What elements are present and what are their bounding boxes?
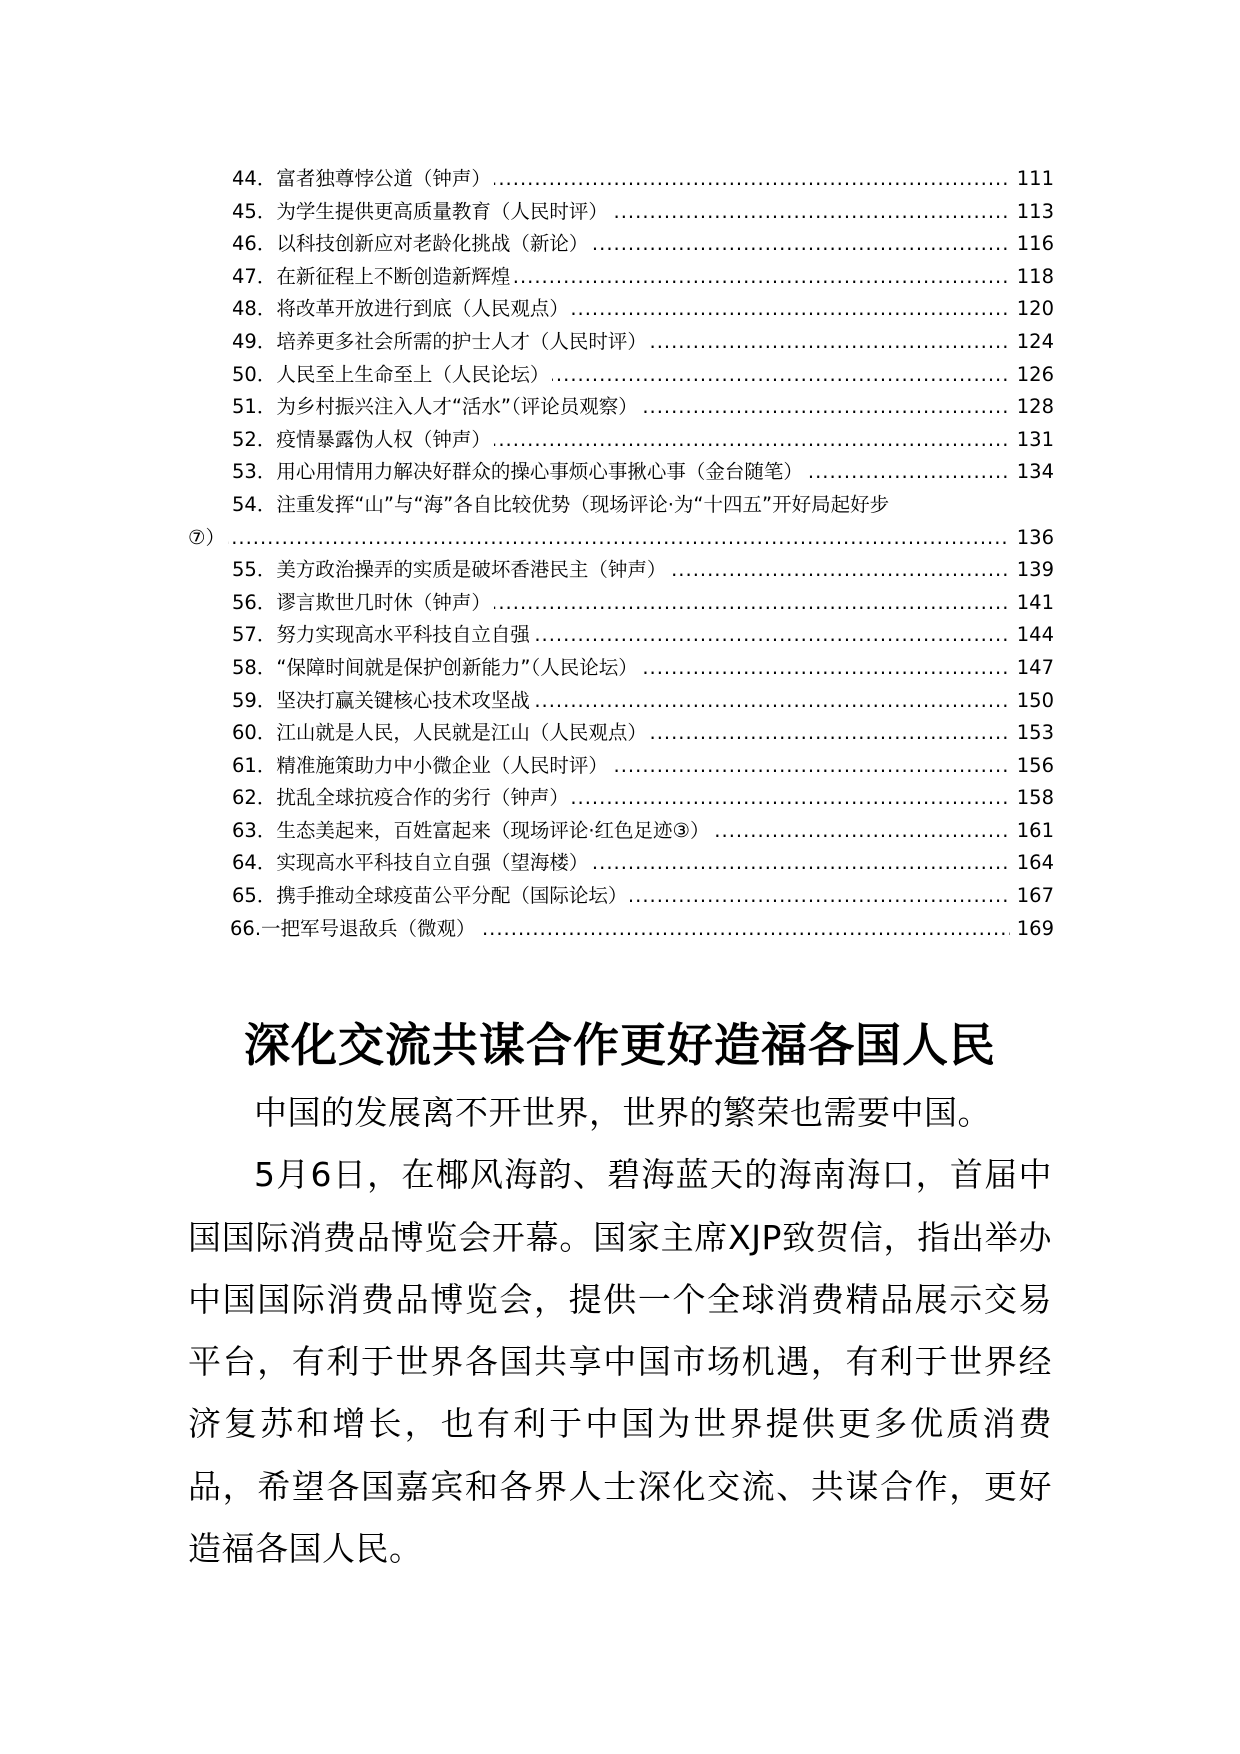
toc-entry-page: 153 bbox=[1010, 717, 1054, 750]
toc-entry-title: 46．以科技创新应对老龄化挑战（新论） bbox=[232, 232, 591, 255]
toc-entry[interactable] bbox=[0, 815, 1240, 848]
toc-entry-page: 126 bbox=[1010, 359, 1054, 392]
toc-entry[interactable] bbox=[0, 913, 1240, 946]
toc-entry-title: 57．努力实现高水平科技自立自强 bbox=[232, 623, 533, 646]
toc-entry-title: 66.一把军号退敌兵（微观） bbox=[230, 917, 479, 940]
toc-entry[interactable] bbox=[0, 587, 1240, 620]
toc-entry-page: 169 bbox=[1010, 913, 1054, 946]
toc-entry-page: 111 bbox=[1010, 163, 1054, 196]
article-paragraph: 中国的发展离不开世界，世界的繁荣也需要中国。 bbox=[254, 1093, 991, 1132]
toc-entry-page: 139 bbox=[1010, 554, 1054, 587]
toc-entry-page: 118 bbox=[1010, 261, 1054, 294]
toc-entry[interactable] bbox=[0, 391, 1240, 424]
toc-entry-title: ⑦） bbox=[188, 526, 228, 549]
toc-entry-title: 65．携手推动全球疫苗公平分配（国际论坛） bbox=[232, 884, 630, 907]
toc-entry-page: 150 bbox=[1010, 685, 1054, 718]
toc-entry[interactable] bbox=[0, 652, 1240, 685]
toc-entry-title: 53．用心用情用力解决好群众的操心事烦心事揪心事（金台随笔） bbox=[232, 460, 806, 483]
toc-entry-title: 49．培养更多社会所需的护士人才（人民时评） bbox=[232, 330, 650, 353]
toc-entry[interactable] bbox=[0, 489, 1240, 522]
toc-entry[interactable] bbox=[0, 554, 1240, 587]
toc-entry-title: 50．人民至上生命至上（人民论坛） bbox=[232, 363, 552, 386]
toc-entry[interactable] bbox=[0, 782, 1240, 815]
toc-entry-continued[interactable] bbox=[0, 522, 1240, 555]
toc-entry-page: 144 bbox=[1010, 619, 1054, 652]
toc-entry-page: 124 bbox=[1010, 326, 1054, 359]
toc-entry[interactable] bbox=[0, 619, 1240, 652]
toc-entry[interactable] bbox=[0, 424, 1240, 457]
toc-entry-title: 62．扰乱全球抗疫合作的劣行（钟声） bbox=[232, 786, 572, 809]
toc-entry[interactable] bbox=[0, 750, 1240, 783]
toc-entry-title: 58．“保障时间就是保护创新能力”（人民论坛） bbox=[232, 656, 641, 679]
article-title: 深化交流共谋合作更好造福各国人民 bbox=[244, 1017, 996, 1072]
toc-entry[interactable] bbox=[0, 880, 1240, 913]
toc-entry-page: 164 bbox=[1010, 847, 1054, 880]
toc-entry-title: 48．将改革开放进行到底（人民观点） bbox=[232, 297, 572, 320]
toc-entry[interactable] bbox=[0, 261, 1240, 294]
toc-entry-title: 55．美方政治操弄的实质是破坏香港民主（钟声） bbox=[232, 558, 669, 581]
toc-entry-page: 158 bbox=[1010, 782, 1054, 815]
toc-entry-title: 54．注重发挥“山”与“海”各自比较优势（现场评论·为“十四五”开好局起好步 bbox=[232, 493, 892, 516]
toc-entry-title: 63．生态美起来，百姓富起来（现场评论·红色足迹③） bbox=[232, 819, 713, 842]
toc-entry[interactable] bbox=[0, 685, 1240, 718]
toc-entry-title: 60．江山就是人民，人民就是江山（人民观点） bbox=[232, 721, 650, 744]
toc-entry-page: 147 bbox=[1010, 652, 1054, 685]
toc-entry[interactable] bbox=[0, 293, 1240, 326]
toc-entry[interactable] bbox=[0, 717, 1240, 750]
toc-entry-title: 61．精准施策助力中小微企业（人民时评） bbox=[232, 754, 611, 777]
toc-entry-page: 141 bbox=[1010, 587, 1054, 620]
toc-entry-page: 120 bbox=[1010, 293, 1054, 326]
toc-entry[interactable] bbox=[0, 847, 1240, 880]
toc-entry-title: 44．富者独尊悖公道（钟声） bbox=[232, 167, 494, 190]
toc-entry-title: 47．在新征程上不断创造新辉煌 bbox=[232, 265, 513, 288]
table-of-contents bbox=[0, 163, 1240, 945]
article-paragraph: 5月6日，在椰风海韵、碧海蓝天的海南海口，首届中国国际消费品博览会开幕。国家主席XJP致贺信，指出举办中国国际消费品博览会，提供一个全球消费精品展示交易平台，有利于世界各国共享中国市场机遇，有利于世界经济复苏和增长，也有利于中国为世界提供更多优质消费品，希望各国嘉宾和各界人士深化交流、共谋合作，更好造福各国人民。 bbox=[188, 1155, 1052, 1569]
toc-entry-title: 45．为学生提供更高质量教育（人民时评） bbox=[232, 200, 611, 223]
toc-entry-page: 167 bbox=[1010, 880, 1054, 913]
toc-entry-page: 113 bbox=[1010, 196, 1054, 229]
toc-entry-page: 156 bbox=[1010, 750, 1054, 783]
toc-entry-page: 131 bbox=[1010, 424, 1054, 457]
toc-entry[interactable] bbox=[0, 228, 1240, 261]
toc-entry[interactable] bbox=[0, 196, 1240, 229]
toc-entry[interactable] bbox=[0, 163, 1240, 196]
toc-entry-page: 136 bbox=[1010, 522, 1054, 555]
toc-entry-title: 51．为乡村振兴注入人才“活水”（评论员观察） bbox=[232, 395, 641, 418]
toc-entry-title: 64．实现高水平科技自立自强（望海楼） bbox=[232, 851, 591, 874]
toc-entry-title: 56．谬言欺世几时休（钟声） bbox=[232, 591, 494, 614]
toc-entry-page: 116 bbox=[1010, 228, 1054, 261]
article-body bbox=[188, 1082, 1052, 1580]
toc-entry-title: 52．疫情暴露伪人权（钟声） bbox=[232, 428, 494, 451]
toc-entry-title: 59．坚决打赢关键核心技术攻坚战 bbox=[232, 689, 533, 712]
toc-entry[interactable] bbox=[0, 456, 1240, 489]
toc-entry-page: 134 bbox=[1010, 456, 1054, 489]
toc-entry-page: 128 bbox=[1010, 391, 1054, 424]
toc-entry[interactable] bbox=[0, 359, 1240, 392]
toc-entry-page: 161 bbox=[1010, 815, 1054, 848]
toc-entry[interactable] bbox=[0, 326, 1240, 359]
